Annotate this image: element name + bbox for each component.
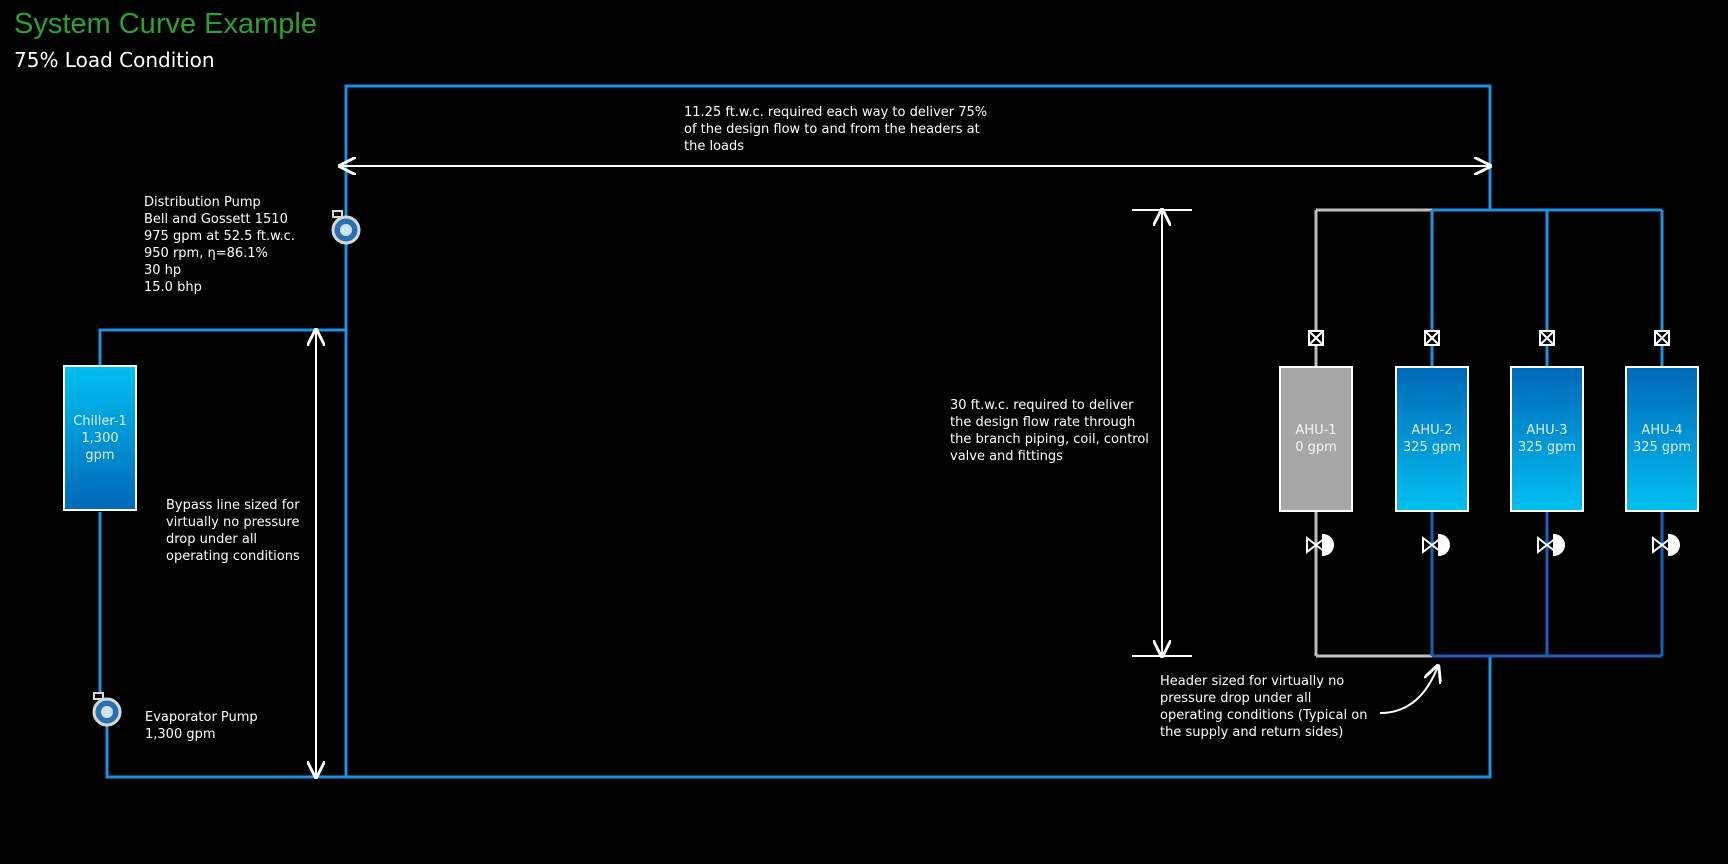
branch-piping <box>1316 210 1662 656</box>
isolation-valve-icon <box>1655 331 1669 345</box>
ahu-3 <box>1510 366 1584 512</box>
ahu-2 <box>1395 366 1469 512</box>
chiller-name: Chiller-1 <box>73 413 127 429</box>
control-valve-icon <box>1653 535 1679 555</box>
ahu-name: AHU-2 <box>1411 423 1453 438</box>
header-callout-arrow <box>1380 666 1438 713</box>
evaporator-pump-icon <box>94 693 120 725</box>
bypass-line-note: Bypass line sized for virtually no pressure drop under all operating conditions <box>166 498 300 564</box>
control-valve-icon <box>1538 535 1564 555</box>
ahu-name: AHU-1 <box>1295 423 1337 438</box>
isolation-valve-icon <box>1309 331 1323 345</box>
ahu-flow: 325 gpm <box>1632 440 1692 455</box>
ahu-1 <box>1279 366 1353 512</box>
distribution-pump-icon <box>333 211 359 243</box>
chiller-flow: 1,300 gpm <box>81 430 119 463</box>
ahu-flow: 325 gpm <box>1517 440 1577 455</box>
ahu-name: AHU-4 <box>1641 423 1683 438</box>
control-valve-icon <box>1307 535 1333 555</box>
ahu-flow: 325 gpm <box>1402 440 1462 455</box>
chiller-1 <box>63 365 137 511</box>
ahu-flow: 0 gpm <box>1295 440 1337 455</box>
ahu-4 <box>1625 366 1699 512</box>
headers <box>1316 210 1662 656</box>
control-valve-icon <box>1423 535 1449 555</box>
isolation-valve-icon <box>1540 331 1554 345</box>
distribution-pump-label: Distribution Pump Bell and Gossett 1510 975 gpm at 52.5 ft.w.c. 950 rpm, η=86.1% 30 hp 15.0 bhp <box>144 195 295 295</box>
control-valves <box>1307 535 1679 555</box>
ahu-name: AHU-3 <box>1526 423 1568 438</box>
branch-pressure-note: 30 ft.w.c. required to deliver the design flow rate through the branch piping, coil, control valve and fittings <box>950 398 1149 464</box>
isolation-valves <box>1309 331 1669 345</box>
diagram-title: System Curve Example <box>14 8 317 40</box>
isolation-valve-icon <box>1425 331 1439 345</box>
header-pressure-note: 11.25 ft.w.c. required each way to deliver 75% of the design flow to and from the headers at the loads <box>684 105 988 154</box>
evaporator-pump-label: Evaporator Pump 1,300 gpm <box>145 710 258 742</box>
header-sizing-note: Header sized for virtually no pressure drop under all operating conditions (Typical on the supply and return sides) <box>1160 674 1368 740</box>
diagram-subtitle: 75% Load Condition <box>14 48 215 72</box>
